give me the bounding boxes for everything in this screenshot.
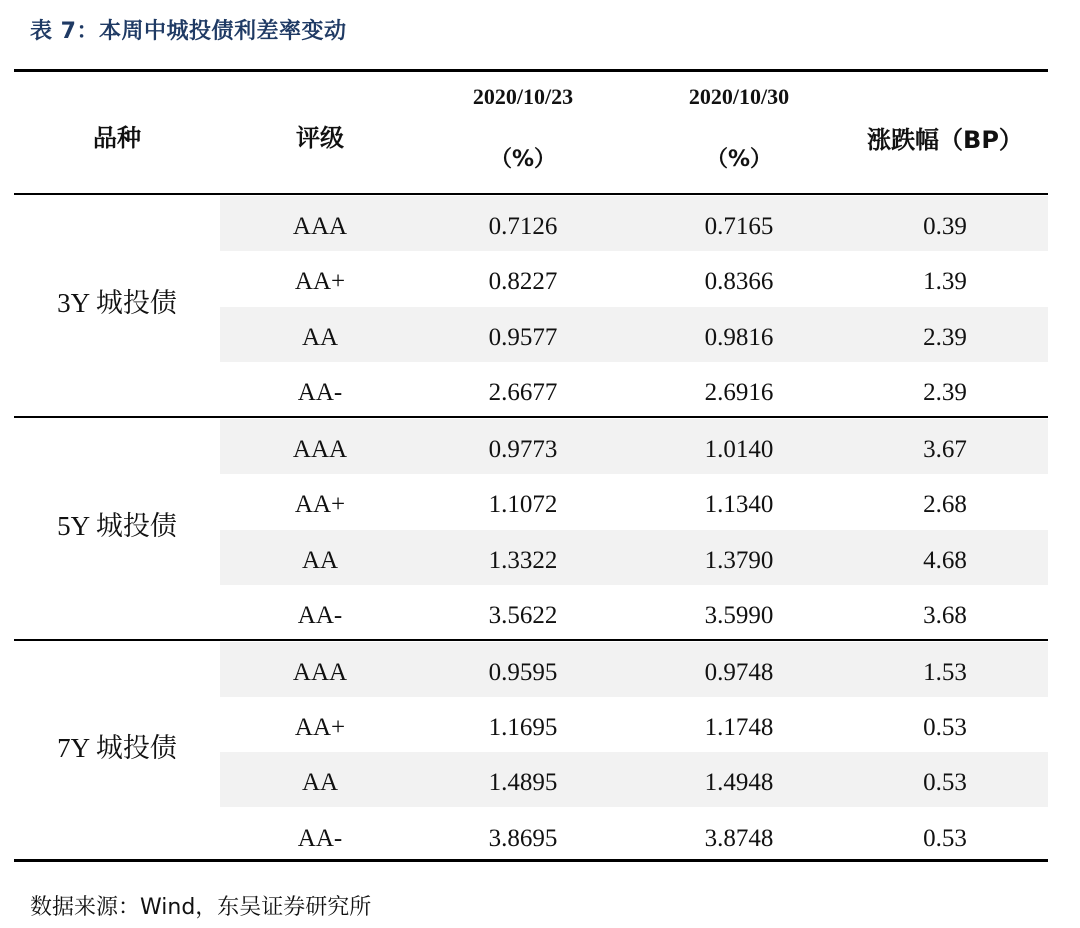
cell-rating: AA — [301, 769, 339, 797]
cell-v1: 0.9595 — [488, 658, 558, 686]
cell-v1: 2.6677 — [488, 378, 558, 406]
cell-v2: 1.3790 — [704, 546, 774, 574]
cell-chg: 0.53 — [923, 714, 967, 742]
cell-v1: 3.5622 — [488, 601, 558, 629]
header-date2: 2020/10/30 — [688, 84, 790, 109]
header-date2-unit: （%） — [705, 147, 773, 172]
cell-chg: 2.68 — [923, 491, 967, 519]
cell-v2: 2.6916 — [704, 378, 774, 406]
cell-v2: 0.7165 — [704, 213, 774, 240]
cell-chg: 3.68 — [923, 601, 967, 629]
cell-v2: 1.4948 — [704, 769, 774, 797]
cell-v2: 0.9816 — [704, 323, 774, 351]
cell-v1: 0.8227 — [488, 268, 558, 296]
source-note: 数据来源：Wind，东吴证券研究所 — [30, 895, 372, 920]
cell-rating: AA- — [297, 378, 343, 406]
header-change: 涨跌幅（BP） — [867, 126, 1023, 154]
cell-chg: 1.39 — [923, 268, 967, 296]
cell-rating: AAA — [292, 435, 348, 463]
table-title: 表 7：本周中城投债利差率变动 — [30, 19, 347, 44]
cell-v2: 1.1748 — [704, 714, 774, 742]
cell-rating: AAA — [292, 213, 348, 240]
group-rule — [14, 416, 1048, 418]
top-rule — [14, 69, 1048, 72]
cell-rating: AAA — [292, 658, 348, 686]
group-label: 7Y 城投债 — [57, 733, 177, 764]
cell-v2: 1.1340 — [704, 491, 774, 519]
cell-rating: AA — [301, 546, 339, 574]
cell-v1: 1.1072 — [488, 491, 558, 519]
cell-v1: 1.3322 — [488, 546, 558, 574]
cell-v1: 3.8695 — [488, 824, 558, 852]
cell-chg: 3.67 — [923, 435, 967, 463]
cell-chg: 0.53 — [923, 769, 967, 797]
cell-v1: 0.7126 — [488, 213, 558, 240]
group-rule — [14, 639, 1048, 641]
cell-rating: AA — [301, 323, 339, 351]
cell-v2: 0.8366 — [704, 268, 774, 296]
cell-chg: 0.53 — [923, 824, 967, 852]
group-label: 3Y 城投债 — [57, 287, 177, 318]
cell-chg: 2.39 — [923, 323, 967, 351]
header-date1: 2020/10/23 — [472, 84, 574, 109]
cell-v1: 0.9577 — [488, 323, 558, 351]
header-rating: 评级 — [296, 124, 344, 152]
cell-chg: 2.39 — [923, 378, 967, 406]
cell-rating: AA- — [297, 824, 343, 852]
group-label: 5Y 城投债 — [57, 510, 177, 541]
cell-v1: 1.1695 — [488, 714, 558, 742]
cell-rating: AA- — [297, 601, 343, 629]
header-variety: 品种 — [93, 124, 141, 152]
cell-rating: AA+ — [294, 491, 346, 519]
bottom-rule — [14, 859, 1048, 862]
cell-v1: 1.4895 — [488, 769, 558, 797]
cell-chg: 4.68 — [923, 546, 967, 574]
cell-chg: 0.39 — [923, 213, 967, 240]
header-rule — [14, 193, 1048, 195]
cell-v2: 3.8748 — [704, 824, 774, 852]
cell-rating: AA+ — [294, 268, 346, 296]
cell-chg: 1.53 — [923, 658, 967, 686]
cell-v2: 1.0140 — [704, 435, 774, 463]
cell-rating: AA+ — [294, 714, 346, 742]
cell-v1: 0.9773 — [488, 435, 558, 463]
cell-v2: 0.9748 — [704, 658, 774, 686]
header-date1-unit: （%） — [489, 147, 557, 172]
cell-v2: 3.5990 — [704, 601, 774, 629]
